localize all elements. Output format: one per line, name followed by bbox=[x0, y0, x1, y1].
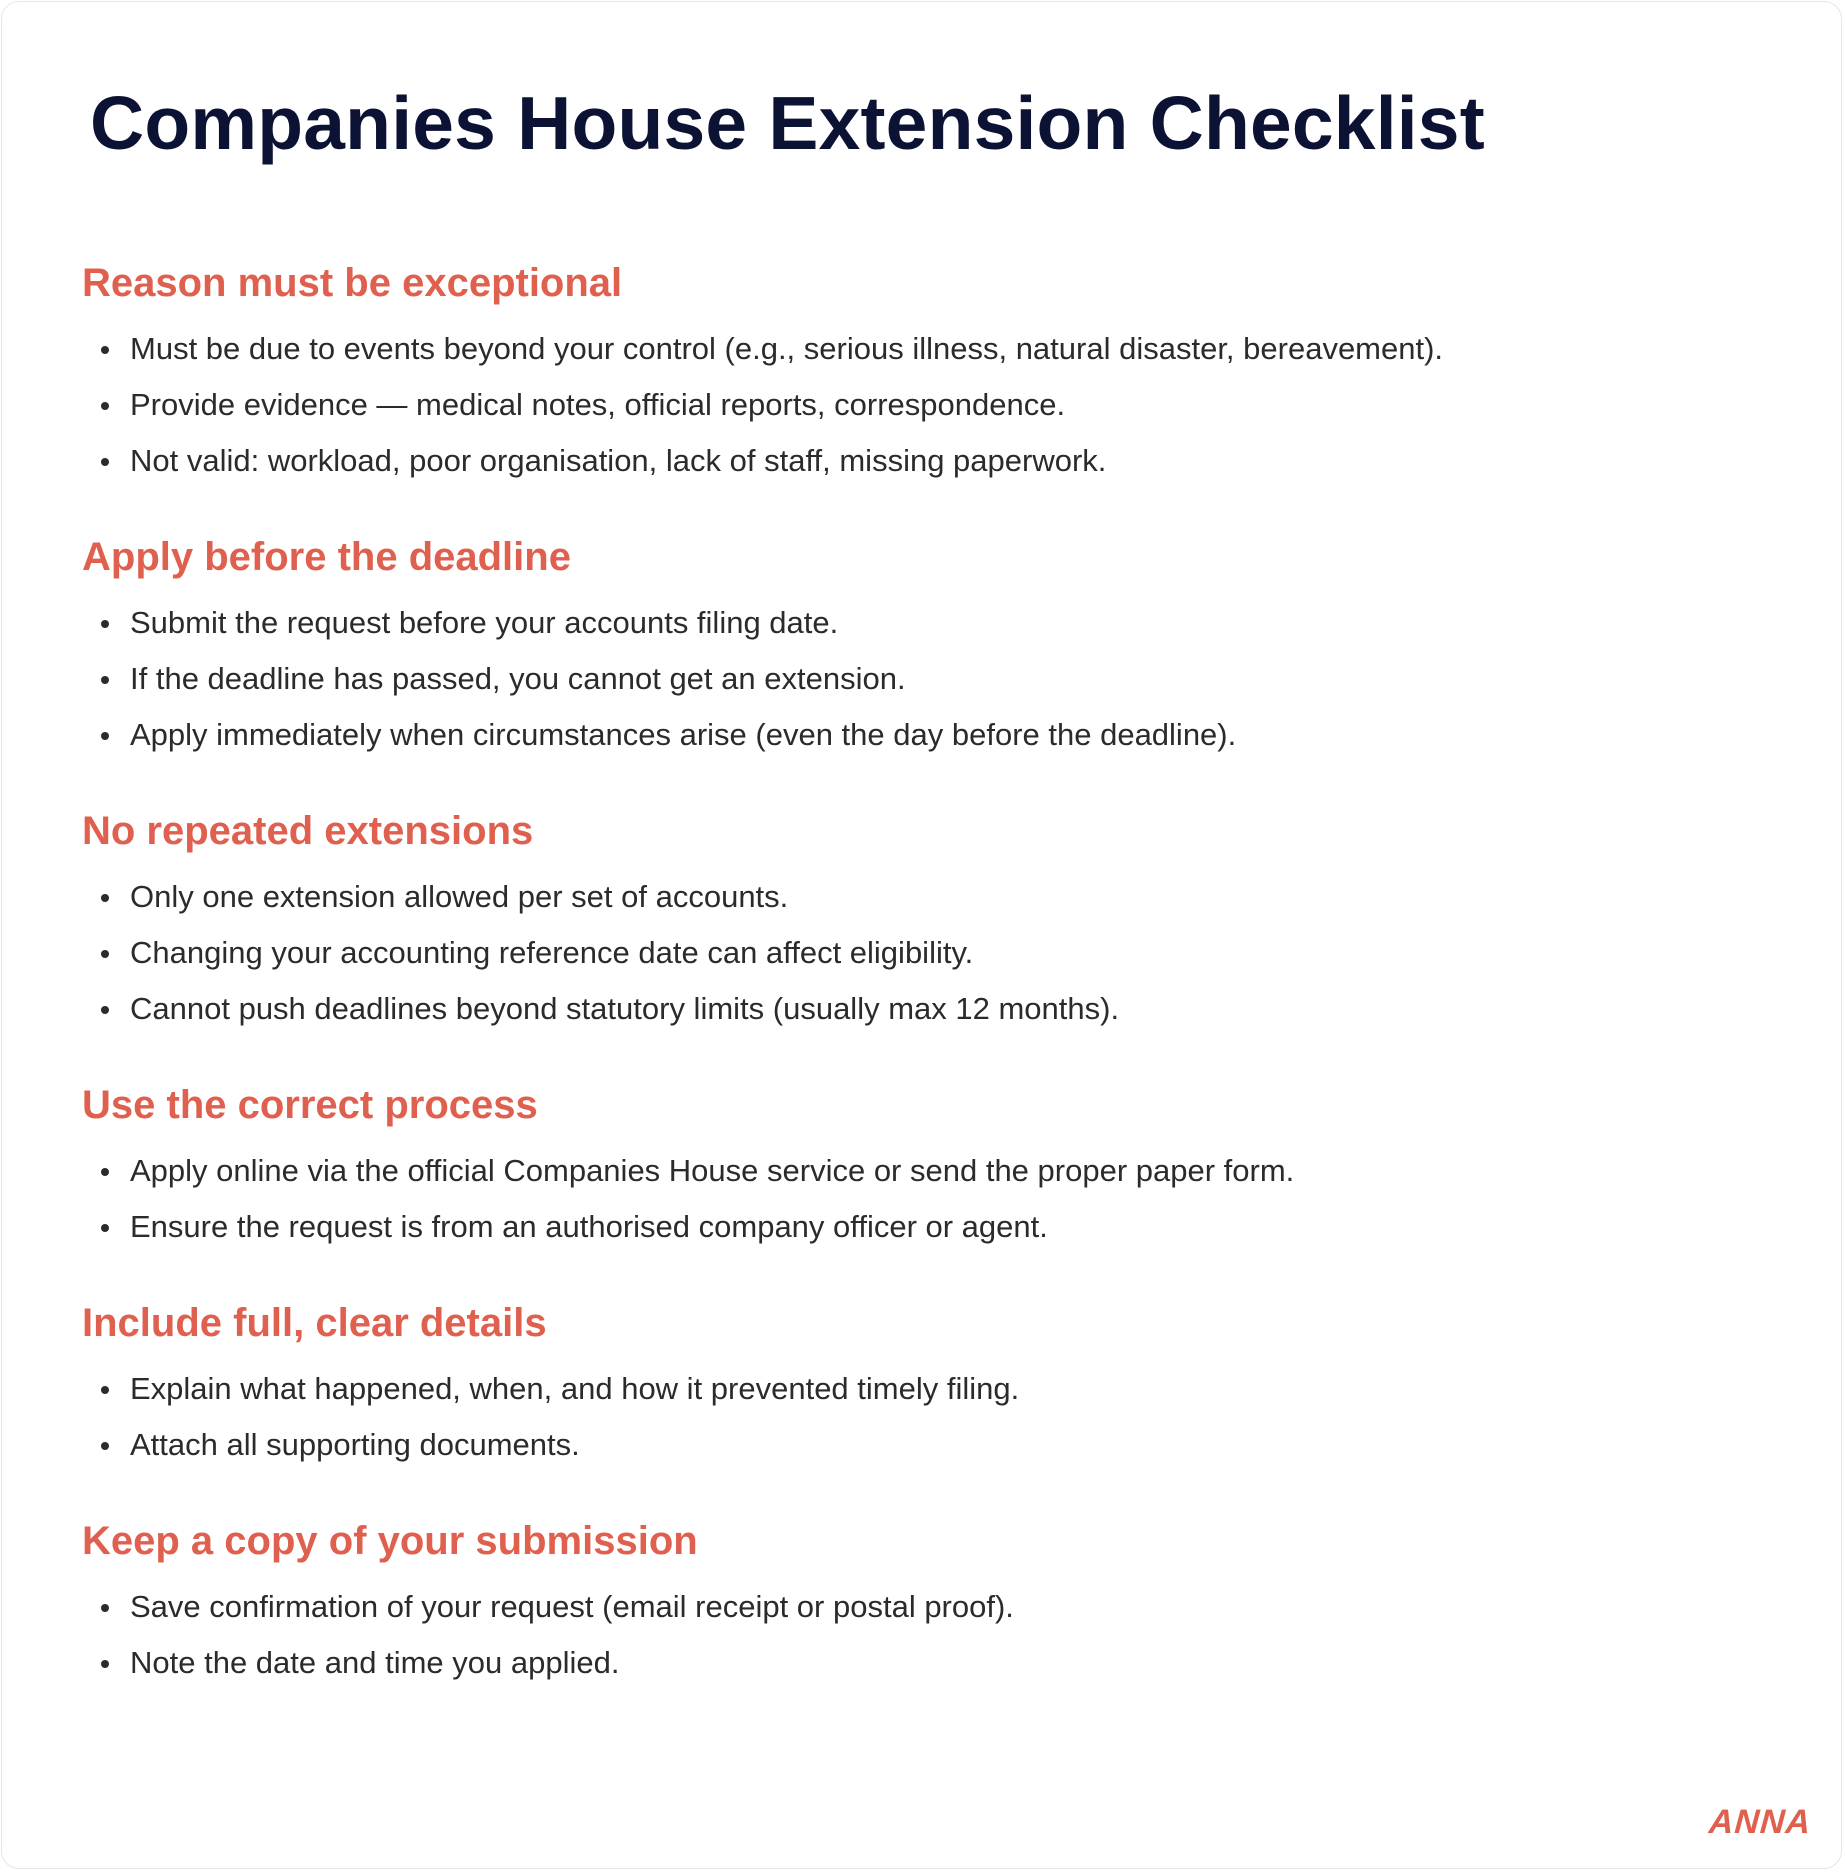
bullet-list bbox=[82, 869, 1782, 1037]
bullet-dot-icon bbox=[101, 1006, 109, 1014]
list-item-text: Cannot push deadlines beyond statutory limits (usually max 12 months). bbox=[130, 991, 1120, 1026]
bullet-dot-icon bbox=[101, 732, 109, 740]
bullet-list bbox=[82, 1579, 1782, 1691]
bullet-dot-icon bbox=[101, 676, 109, 684]
list-item bbox=[82, 1579, 1782, 1635]
list-item-text: Must be due to events beyond your control (e.g., serious illness, natural disaster, bereavement). bbox=[130, 331, 1444, 366]
bullet-list bbox=[82, 595, 1782, 763]
list-item bbox=[82, 1417, 1782, 1473]
list-item-text: Save confirmation of your request (email receipt or postal proof). bbox=[130, 1589, 1014, 1624]
list-item bbox=[82, 1199, 1782, 1255]
section-no-repeated-extensions bbox=[82, 805, 1782, 1037]
anna-logo: ANNA bbox=[1707, 1803, 1813, 1841]
section-heading: Use the correct process bbox=[82, 1083, 538, 1127]
bullet-dot-icon bbox=[101, 1660, 109, 1668]
bullet-dot-icon bbox=[101, 1386, 109, 1394]
list-item bbox=[82, 707, 1782, 763]
list-item-text: Explain what happened, when, and how it prevented timely filing. bbox=[130, 1371, 1020, 1406]
list-item bbox=[82, 651, 1782, 707]
checklist-sections bbox=[82, 257, 1782, 1733]
bullet-dot-icon bbox=[101, 894, 109, 902]
bullet-list bbox=[82, 321, 1782, 489]
bullet-list bbox=[82, 1361, 1782, 1473]
section-heading: No repeated extensions bbox=[82, 809, 534, 853]
list-item bbox=[82, 595, 1782, 651]
list-item-text: Apply immediately when circumstances arise (even the day before the deadline). bbox=[130, 717, 1237, 752]
section-heading: Keep a copy of your submission bbox=[82, 1519, 698, 1563]
section-full-clear-details bbox=[82, 1297, 1782, 1473]
bullet-dot-icon bbox=[101, 1604, 109, 1612]
list-item bbox=[82, 321, 1782, 377]
bullet-dot-icon bbox=[101, 620, 109, 628]
list-item-text: Apply online via the official Companies House service or send the proper paper form. bbox=[130, 1153, 1295, 1188]
section-keep-copy bbox=[82, 1515, 1782, 1691]
bullet-dot-icon bbox=[101, 1224, 109, 1232]
list-item-text: Attach all supporting documents. bbox=[130, 1427, 580, 1462]
list-item bbox=[82, 1361, 1782, 1417]
bullet-dot-icon bbox=[101, 458, 109, 466]
section-heading: Reason must be exceptional bbox=[82, 261, 623, 305]
list-item-text: Provide evidence — medical notes, official reports, correspondence. bbox=[130, 387, 1066, 422]
page-title: Companies House Extension Checklist bbox=[90, 81, 1485, 165]
section-apply-before-deadline bbox=[82, 531, 1782, 763]
list-item-text: Changing your accounting reference date can affect eligibility. bbox=[130, 935, 974, 970]
bullet-dot-icon bbox=[101, 1168, 109, 1176]
bullet-list bbox=[82, 1143, 1782, 1255]
list-item-text: Submit the request before your accounts filing date. bbox=[130, 605, 839, 640]
section-heading: Apply before the deadline bbox=[82, 535, 571, 579]
section-correct-process bbox=[82, 1079, 1782, 1255]
section-reason-exceptional bbox=[82, 257, 1782, 489]
checklist-card bbox=[1, 1, 1842, 1869]
bullet-dot-icon bbox=[101, 1442, 109, 1450]
bullet-dot-icon bbox=[101, 346, 109, 354]
list-item-text: Not valid: workload, poor organisation, lack of staff, missing paperwork. bbox=[130, 443, 1107, 478]
bullet-dot-icon bbox=[101, 950, 109, 958]
list-item bbox=[82, 377, 1782, 433]
list-item bbox=[82, 869, 1782, 925]
list-item bbox=[82, 1143, 1782, 1199]
list-item-text: Note the date and time you applied. bbox=[130, 1645, 620, 1680]
section-heading: Include full, clear details bbox=[82, 1301, 547, 1345]
list-item-text: Only one extension allowed per set of accounts. bbox=[130, 879, 789, 914]
list-item bbox=[82, 433, 1782, 489]
list-item bbox=[82, 925, 1782, 981]
bullet-dot-icon bbox=[101, 402, 109, 410]
list-item bbox=[82, 1635, 1782, 1691]
list-item-text: If the deadline has passed, you cannot get an extension. bbox=[130, 661, 906, 696]
list-item-text: Ensure the request is from an authorised company officer or agent. bbox=[130, 1209, 1048, 1244]
list-item bbox=[82, 981, 1782, 1037]
